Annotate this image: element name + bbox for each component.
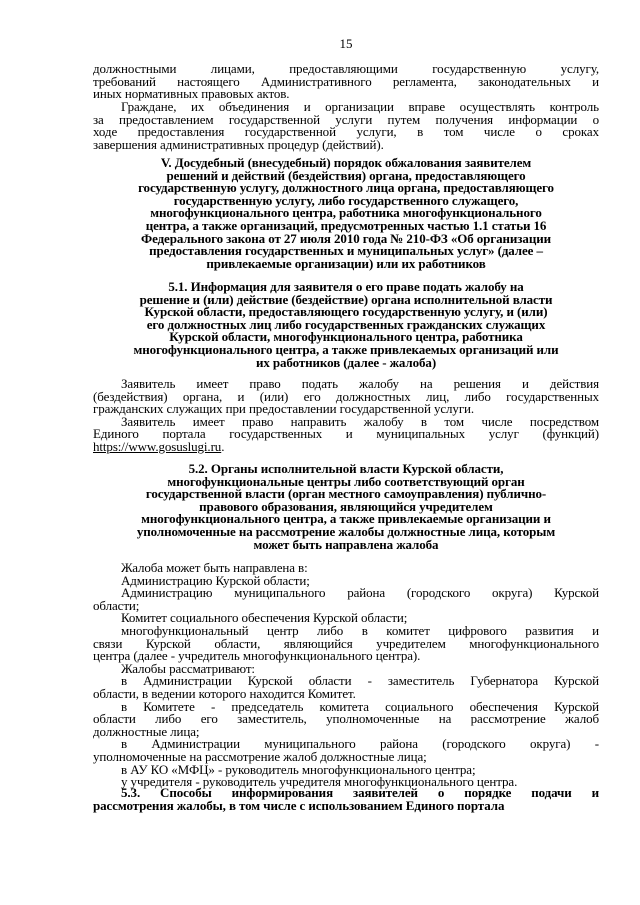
text-line: ходе предоставления государственной услуги, в том числе о сроках xyxy=(93,124,599,140)
heading-line: может быть направлена жалоба xyxy=(253,536,439,552)
heading-line: решение и (или) действие (бездействие) органа исполнительной власти xyxy=(139,291,553,307)
list-line: в Администрации муниципального района (городского округа) - xyxy=(121,736,599,752)
portal-link[interactable]: https://www.gosuslugi.ru xyxy=(93,438,222,454)
heading-line: 5.2. Органы исполнительной власти Курской области, xyxy=(188,461,504,476)
paragraph-intro xyxy=(93,63,599,101)
list-line: в Администрации Курской области - заместитель Губернатора Курской xyxy=(121,673,599,689)
list-line: связи Курской области, являющийся учредителем многофункционального xyxy=(93,635,599,651)
list-line: области; xyxy=(93,597,140,613)
heading-line: Курской области, многофункционального центра, работника xyxy=(169,329,523,345)
heading-line: многофункционального центра, работника многофункционального xyxy=(150,205,542,221)
list-line: Жалобы рассматривают: xyxy=(121,660,255,676)
text-line: Заявитель имеет право подать жалобу на решения и действия xyxy=(121,376,599,391)
paragraph-citizens-control xyxy=(93,101,599,151)
heading-line: Курской области, предоставляющего государственную услугу, и (или) xyxy=(144,304,548,320)
heading-line: их работников (далее - жалоба) xyxy=(255,354,437,370)
list-line: уполномоченные на рассмотрение жалоб должностные лица; xyxy=(93,748,427,764)
list-line: центра (далее - учредитель многофункционального центра). xyxy=(93,648,421,664)
section-5-2-heading xyxy=(93,463,599,551)
list-line: у учредителя - руководитель учредителя многофункционального центра. xyxy=(121,774,518,790)
list-line: области либо его заместитель, уполномоченные на рассмотрение жалоб xyxy=(93,711,599,727)
list-line: в АУ КО «МФЦ» - руководитель многофункционального центра; xyxy=(121,761,476,777)
heading-line: многофункционального центра, а также привлекаемые организации и xyxy=(141,511,551,527)
section-5-3-heading xyxy=(93,787,599,812)
list-line: Комитет социального обеспечения Курской области; xyxy=(121,610,408,626)
text-line: Заявитель имеет право направить жалобу в том числе посредством xyxy=(121,413,599,429)
heading-line: государственной власти (орган местного самоуправления) публично- xyxy=(145,486,547,502)
list-line: многофункциональный центр либо в комитет цифрового развития и xyxy=(121,622,599,638)
text-line: должностными лицами, предоставляющими государственную услугу, xyxy=(93,61,599,76)
text-line: Единого портала государственных и муниципальных услуг (функций) xyxy=(93,426,599,442)
heading-line: уполномоченные на рассмотрение жалобы должностные лица, которым xyxy=(136,523,556,539)
heading-line: Федерального закона от 27 июля 2010 года № 210-ФЗ «Об организации xyxy=(141,230,551,246)
text-line: завершения административных процедур (действий). xyxy=(93,136,384,152)
section-5-1-heading xyxy=(93,281,599,369)
heading-line: многофункциональные центры либо соответствующий орган xyxy=(167,473,525,489)
text-line: гражданских служащих при предоставлении государственной услуги. xyxy=(93,401,475,417)
heading-line: привлекаемые организации) или их работников xyxy=(206,255,486,271)
section-v-heading xyxy=(93,157,599,270)
list-line: должностные лица; xyxy=(93,723,200,739)
heading-line: его должностных лиц либо государственных гражданских служащих xyxy=(146,316,546,332)
text-line: https://www.gosuslugi.ru. xyxy=(93,438,225,454)
text-line: иных нормативных правовых актов. xyxy=(93,86,290,102)
heading-line: предоставления государственных и муниципальных услуг» (далее – xyxy=(149,243,543,259)
heading-line: многофункционального центра, а также привлекаемых организаций или xyxy=(133,341,559,357)
paragraph-right-to-complain xyxy=(93,378,599,454)
list-line: Жалоба может быть направлена в: xyxy=(121,560,308,575)
heading-line: 5.3. Способы информирования заявителей о порядке подачи и xyxy=(121,785,599,800)
heading-line: государственную услугу, должностного лица органа, предоставляющего xyxy=(138,180,554,196)
heading-line: правового образования, являющийся учредителем xyxy=(199,498,493,514)
heading-line: V. Досудебный (внесудебный) порядок обжалования заявителем xyxy=(160,155,532,170)
heading-line: центра, а также организаций, предусмотренных частью 1.1 статьи 16 xyxy=(145,217,547,233)
heading-line: рассмотрения жалобы, в том числе с использованием Единого портала xyxy=(93,797,505,813)
list-line: в Комитете - председатель комитета социального обеспечения Курской xyxy=(121,698,599,714)
heading-line: решений и действий (бездействия) органа, предоставляющего xyxy=(166,167,526,183)
heading-line: 5.1. Информация для заявителя о его праве подать жалобу на xyxy=(168,279,524,294)
list-line: Администрацию муниципального района (городского округа) Курской xyxy=(121,585,599,601)
complaint-recipients-list xyxy=(93,562,599,789)
text-line: Граждане, их объединения и организации вправе осуществлять контроль xyxy=(121,99,599,114)
page-number: 15 xyxy=(339,36,353,51)
heading-line: государственную услугу, либо государственного служащего, xyxy=(173,192,519,208)
list-line: Администрацию Курской области; xyxy=(121,572,310,588)
text-line: требований настоящего Административного регламента, законодательных и xyxy=(93,73,599,89)
list-line: области, в ведении которого находится Комитет. xyxy=(93,685,356,701)
text-line: за предоставлением государственной услуги путем получения информации о xyxy=(93,111,599,127)
text-line: (бездействия) органа, и (или) его должностных лиц, либо государственных xyxy=(93,388,599,404)
